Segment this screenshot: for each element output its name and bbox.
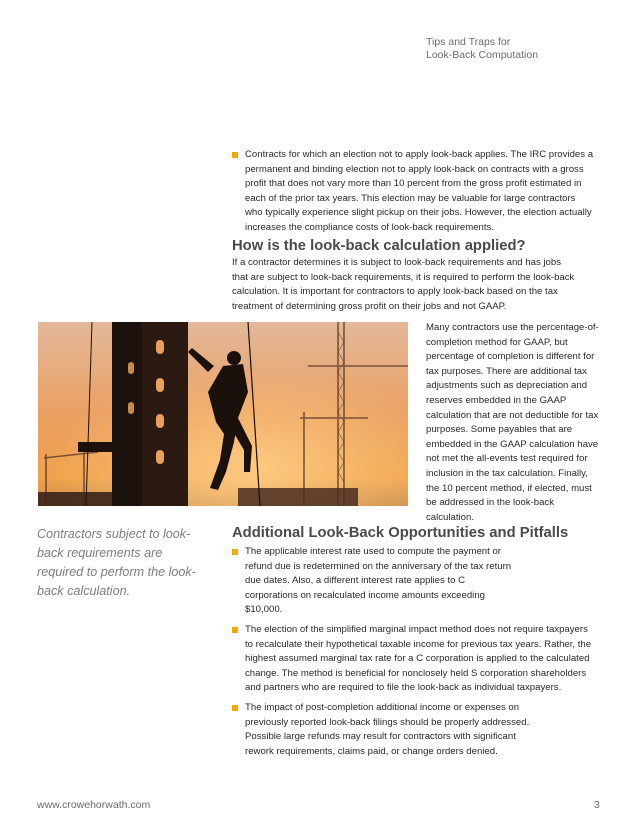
bullet-text: The impact of post-completion additional income or expenses on previously reported look-back filings should be properly addressed. Possible large refunds may result for contractors with significant rework requirements, claims paid, or change orders denied.	[245, 701, 530, 757]
section-heading: Additional Look-Back Opportunities and Pitfalls	[232, 525, 569, 541]
footer-url: www.crowehorwath.com	[37, 799, 151, 811]
bullet-text: Contracts for which an election not to apply look-back applies. The IRC provides a permanent and binding election not to apply look-back on contracts with a gross profit that does not vary more than 10 percent from the gross profit estimated in each of the prior tax years. This election may be valuable for large contractors who typically experience slight pickup on their jobs. However, the election actually increases the compliance costs of look-back requirements.	[245, 149, 594, 233]
section-heading: How is the look-back calculation applied?	[232, 238, 526, 254]
square-bullet-icon	[232, 152, 238, 158]
pull-quote: Contractors subject to look-back requirements are required to perform the look-back calculation.	[37, 527, 196, 598]
square-bullet-icon	[232, 549, 238, 555]
bullet-text: The election of the simplified marginal impact method does not require taxpayers to recalculate their hypothetical taxable income for previous tax years. Rather, the highest assumed marginal tax rate for a C corporation is applied to the calculated change. The method is beneficial for nonclosely held S corporation shareholders and partners who are required to file the look-back as individual taxpayers.	[245, 623, 592, 694]
header-line-1: Tips and Traps for	[426, 36, 511, 48]
list-item	[232, 701, 532, 759]
square-bullet-icon	[232, 705, 238, 711]
construction-worker-photo	[38, 322, 408, 506]
bullet-text: The applicable interest rate used to compute the payment or refund due is redetermined on the anniversary of the tax return due dates. Also, a different interest rate applies to C corporations on recalculated income amounts exceeding $10,000.	[245, 546, 512, 616]
square-bullet-icon	[232, 627, 238, 633]
opportunities-list	[232, 545, 597, 764]
section-body: If a contractor determines it is subject to look-back requirements and has jobs that are subject to look-back requirements, it is required to perform the look-back calculation. It is important for contractors to apply look-back based on the tax treatment of determining gross profit on their jobs and not GAAP.	[232, 257, 575, 312]
list-item	[232, 545, 512, 618]
side-paragraph: Many contractors use the percentage-of-completion method for GAAP, but percentage of completion is different for tax purposes. There are additional tax adjustments such as depreciation and reserves embedded in the GAAP calculation that are not deductible for tax purposes. Some payables that are embedded in the GAAP calculation have not met the all-events test required for inclusion in the tax calculation. Finally, the 10 percent method, if elected, must be addressed in the look-back calculation.	[426, 322, 599, 523]
header-line-2: Look-Back Computation	[426, 49, 539, 61]
page-number: 3	[594, 799, 600, 811]
running-header	[426, 36, 538, 62]
top-bullet-list	[232, 148, 594, 236]
list-item	[232, 623, 597, 696]
list-item	[232, 148, 594, 236]
